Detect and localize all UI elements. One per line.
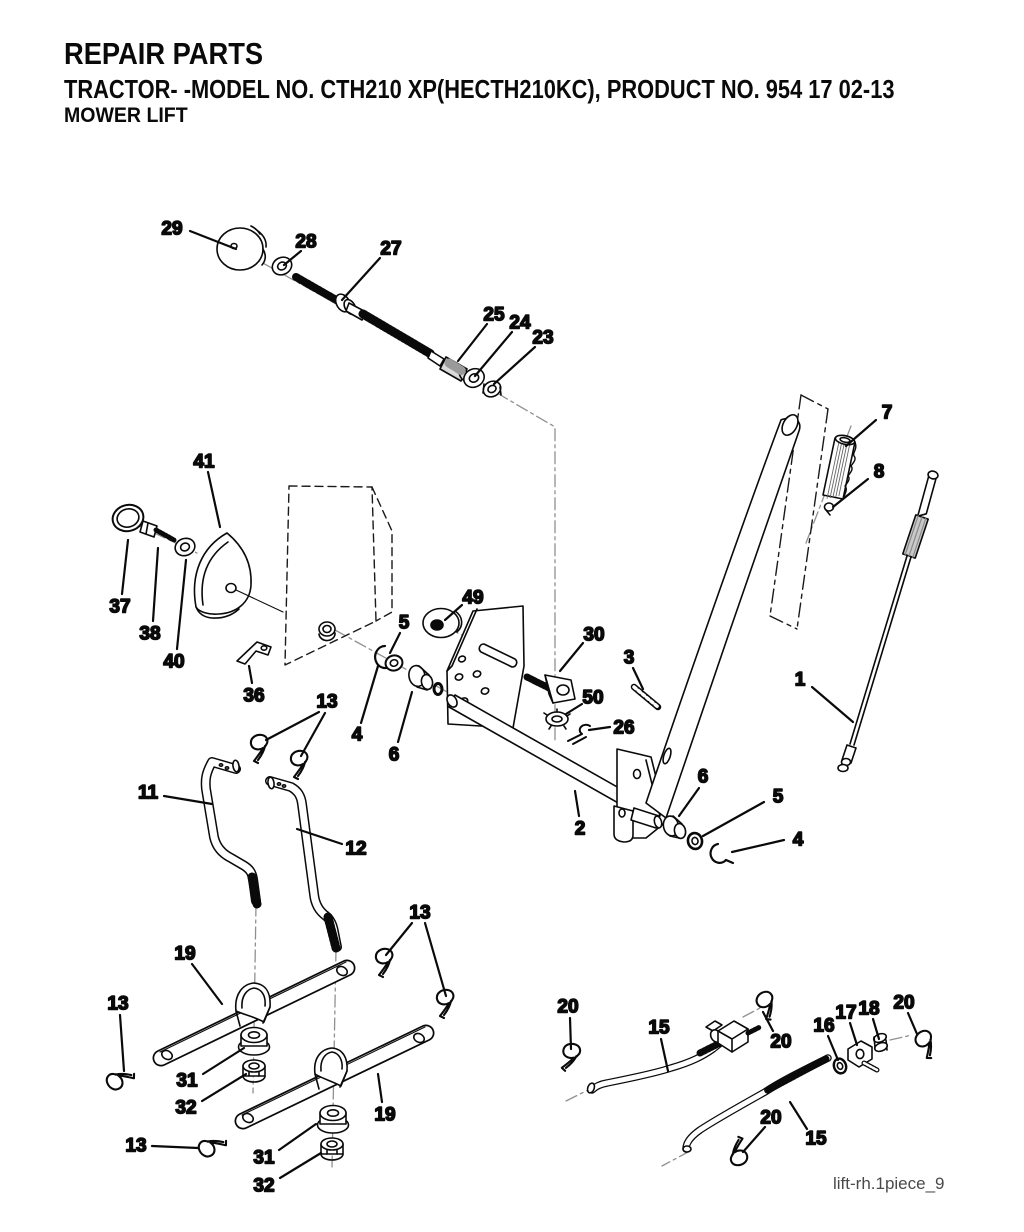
callout-leader-line [570, 1018, 571, 1049]
callout-leader-line [679, 788, 699, 816]
callout-36 [243, 666, 264, 707]
callout-1 [795, 670, 853, 723]
callout-41 [193, 452, 220, 528]
callout-leader-line [120, 1015, 124, 1071]
callout-label: 20 [557, 996, 579, 1018]
callout-label: 20 [893, 992, 915, 1014]
callout-4 [352, 666, 378, 746]
callout-label: 50 [582, 687, 604, 709]
callout-leader-line [202, 1074, 246, 1101]
drawing-reference: lift-rh.1piece_9 [833, 1174, 945, 1193]
callout-leader-line [279, 1124, 316, 1150]
page-title: REPAIR PARTS [64, 36, 264, 71]
callout-label: 38 [139, 623, 161, 645]
callout-leader-line [203, 1048, 244, 1074]
clips [105, 735, 940, 1166]
callout-20 [743, 1108, 782, 1153]
callout-label: 4 [351, 724, 363, 746]
part-38-bolt [140, 521, 174, 540]
part-12-link [267, 777, 337, 948]
callout-leader-line [850, 1023, 857, 1045]
callout-leader-line [361, 666, 378, 723]
callout-leader-line [732, 840, 784, 852]
callout-leader-line [703, 802, 764, 836]
callout-leader-line [386, 923, 412, 955]
callout-leader-line [743, 1127, 765, 1152]
phantom-panel [285, 486, 392, 665]
part-16-washer [832, 1057, 848, 1075]
callout-13 [266, 692, 338, 757]
part-40-washer [173, 536, 198, 559]
callout-leader-line [152, 1146, 198, 1148]
callout-label: 25 [483, 304, 505, 326]
callout-38 [139, 548, 160, 645]
callout-label: 7 [881, 402, 893, 424]
callout-leader-line [425, 923, 446, 996]
callout-label: 13 [409, 902, 431, 924]
model-product-line: TRACTOR- -MODEL NO. CTH210 XP(HECTH210KC), PRODUCT NO. 954 17 02-13 [64, 74, 895, 104]
callout-leader-line [280, 1153, 321, 1178]
part-30-bolt [527, 675, 575, 703]
callout-leader-line [475, 332, 512, 376]
part-28-washer [269, 254, 295, 278]
callout-16 [813, 1016, 838, 1061]
callout-label: 15 [648, 1017, 670, 1039]
callout-leader-line [192, 964, 222, 1004]
callout-label: 28 [295, 231, 317, 253]
callout-leader-line [494, 347, 535, 384]
callout-leader-line [908, 1013, 917, 1034]
callout-label: 4 [792, 829, 804, 851]
callout-label: 17 [835, 1002, 857, 1024]
callout-13 [125, 1136, 198, 1157]
callout-label: 41 [193, 451, 215, 473]
callout-20 [763, 1012, 792, 1053]
callout-leader-line [812, 687, 853, 722]
part-36-bracket [237, 642, 271, 664]
part-41-cam-plate [194, 533, 283, 618]
callout-label: 18 [858, 998, 880, 1020]
callout-label: 6 [388, 744, 400, 766]
callout-label: 36 [243, 685, 265, 707]
part-6-bushing-left [407, 664, 442, 694]
callout-label: 31 [253, 1147, 275, 1169]
callout-19 [374, 1074, 395, 1126]
callout-leader-line [790, 1102, 807, 1129]
callout-leader-line [122, 540, 128, 594]
callout-leader-line [208, 472, 220, 527]
callout-20 [557, 997, 578, 1050]
callout-15 [790, 1102, 827, 1150]
part-7-handle-grip [823, 434, 856, 499]
callout-28 [284, 232, 317, 266]
callout-13 [107, 994, 128, 1072]
callout-leader-line [560, 643, 583, 671]
callout-label: 8 [873, 461, 885, 483]
callout-leader-line [390, 633, 400, 653]
callout-26 [589, 718, 635, 739]
callout-30 [560, 625, 605, 672]
part-15-rod-upper [586, 1041, 723, 1094]
callout-label: 30 [583, 624, 605, 646]
callout-leader-line [575, 791, 579, 816]
callout-label: 23 [532, 327, 554, 349]
callout-label: 13 [107, 993, 129, 1015]
callout-5 [703, 787, 784, 837]
callout-label: 15 [805, 1128, 827, 1150]
part-26-clip [568, 725, 590, 744]
callout-label: 12 [345, 838, 367, 860]
part-29-knob [217, 226, 266, 270]
callout-label: 29 [161, 218, 183, 240]
section-title: MOWER LIFT [64, 104, 188, 127]
callout-label: 5 [772, 786, 784, 808]
callout-18 [858, 999, 879, 1040]
callout-label: 27 [380, 238, 402, 260]
callout-label: 11 [137, 782, 159, 804]
callout-label: 19 [374, 1104, 396, 1126]
callout-leader-line [589, 727, 610, 730]
callout-label: 5 [398, 612, 410, 634]
callout-label: 6 [697, 766, 709, 788]
callout-label: 16 [813, 1015, 835, 1037]
part-27-threaded-rod [296, 277, 444, 366]
callout-20 [893, 993, 917, 1035]
callout-leader-line [177, 560, 186, 649]
part-1-lift-rod [838, 470, 939, 771]
callout-13 [386, 903, 446, 997]
callout-label: 20 [770, 1031, 792, 1053]
callout-15 [648, 1018, 670, 1072]
callout-label: 13 [125, 1135, 147, 1157]
callout-6 [389, 692, 412, 766]
part-49-grommet [423, 609, 462, 638]
callout-label: 40 [163, 651, 185, 673]
part-4-retainer-clip-right [711, 844, 733, 863]
callout-label: 13 [316, 691, 338, 713]
part-3-roll-pin [634, 687, 658, 707]
callout-37 [109, 540, 130, 618]
callout-label: 31 [176, 1070, 198, 1092]
callout-25 [458, 305, 505, 362]
callout-leader-line [378, 1074, 382, 1102]
part-6-bushing-right [662, 815, 687, 840]
callout-19 [174, 944, 222, 1005]
callout-label: 2 [574, 818, 586, 840]
callout-17 [835, 1003, 857, 1046]
callout-2 [575, 791, 586, 840]
callout-23 [494, 328, 554, 385]
callout-leader-line [458, 324, 487, 361]
part-5-washer-left [384, 654, 404, 673]
part-18-nut [873, 1032, 889, 1053]
part-23-nut [481, 378, 504, 400]
callout-label: 32 [175, 1097, 197, 1119]
callout-leader-line [342, 258, 380, 300]
callout-leader-line [153, 548, 158, 621]
part-31-bushing-lower [318, 1106, 349, 1134]
callout-label: 3 [623, 647, 635, 669]
callout-6 [679, 767, 708, 817]
callout-label: 26 [613, 717, 635, 739]
lift-handle-lever [646, 412, 801, 818]
callout-label: 49 [462, 587, 484, 609]
callout-label: 20 [760, 1107, 782, 1129]
callout-3 [624, 648, 643, 690]
part-50-washer [544, 709, 570, 729]
part-32-nut-upper [243, 1060, 265, 1082]
callout-27 [342, 239, 402, 301]
part-5-washer-right [686, 832, 703, 851]
part-31-bushing-upper [239, 1028, 270, 1056]
callout-label: 32 [253, 1175, 275, 1197]
part-8-plunger-button [825, 503, 834, 515]
callout-leader-line [846, 420, 876, 446]
callout-label: 37 [109, 596, 131, 618]
callout-5 [390, 613, 410, 654]
callout-leader-line [566, 704, 582, 714]
callout-leader-line [249, 666, 252, 683]
bracket-front-tab [614, 806, 633, 842]
callout-label: 1 [794, 669, 806, 691]
part-17-trunnion-block [848, 1041, 877, 1070]
callout-label: 24 [509, 312, 531, 334]
part-11-link [206, 760, 257, 904]
callout-40 [163, 560, 186, 673]
callout-label: 19 [174, 943, 196, 965]
callout-4 [732, 830, 804, 853]
callout-leader-line [398, 692, 412, 742]
callout-7 [846, 403, 892, 447]
